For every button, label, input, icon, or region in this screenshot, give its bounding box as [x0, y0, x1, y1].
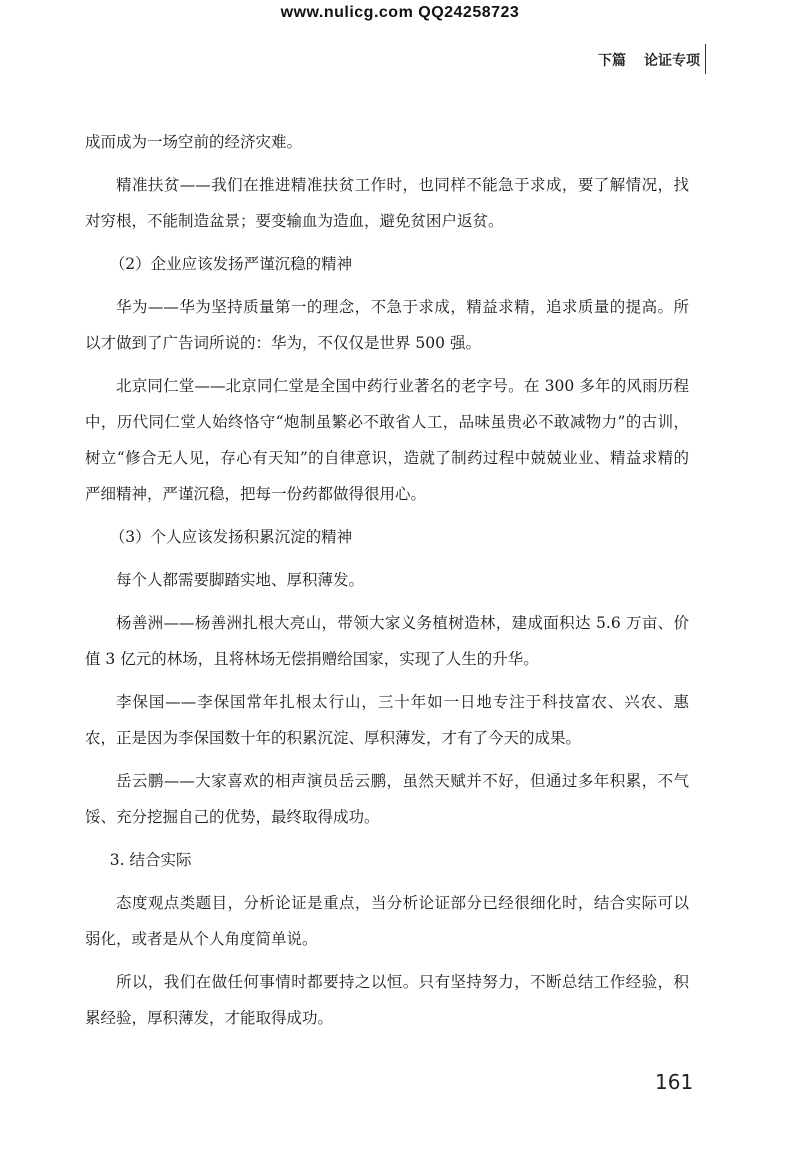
paragraph-practice: 态度观点类题目，分析论证是重点，当分析论证部分已经很细化时，结合实际可以弱化，或者是从个人角度简单说。 — [85, 894, 689, 948]
subheading-practice: 3. 结合实际 — [109, 851, 192, 869]
paragraph-conclusion: 所以，我们在做任何事情时都要持之以恒。只有坚持努力，不断总结工作经验，积累经验，厚积薄发，才能取得成功。 — [85, 973, 689, 1027]
paragraph-yang-shanzhou: 杨善洲——杨善洲扎根大亮山，带领大家义务植树造林，建成面积达 5.6 万亩、价值 3 亿元的林场，且将林场无偿捐赠给国家，实现了人生的升华。 — [85, 614, 689, 668]
subheading-enterprise: （2）企业应该发扬严谨沉稳的精神 — [109, 255, 353, 273]
paragraph-huawei: 华为——华为坚持质量第一的理念，不急于求成，精益求精，追求质量的提高。所以才做到了广告词所说的：华为，不仅仅是世界 500 强。 — [85, 298, 689, 352]
running-head — [598, 50, 700, 70]
running-head-part: 下篇 — [598, 53, 626, 69]
paragraph-tongrentang: 北京同仁堂——北京同仁堂是全国中药行业著名的老字号。在 300 多年的风雨历程中，历代同仁堂人始终恪守“炮制虽繁必不敢省人工，品味虽贵必不敢减物力”的古训，树立“修合无人见，存心有天知”的自律意识，造就了制药过程中兢兢业业、精益求精的严细精神，严谨沉稳，把每一份药都做得很用心。 — [85, 377, 689, 503]
paragraph-2: 精准扶贫——我们在推进精准扶贫工作时，也同样不能急于求成，要了解情况，找对穷根，不能制造盆景；要变输血为造血，避免贫困户返贫。 — [85, 176, 689, 230]
paragraph-yue-yunpeng: 岳云鹏——大家喜欢的相声演员岳云鹏，虽然天赋并不好，但通过多年积累，不气馁、充分挖掘自己的优势，最终取得成功。 — [85, 772, 689, 826]
page-number: 161 — [655, 1070, 694, 1094]
running-head-section: 论证专项 — [644, 53, 700, 69]
body-text — [85, 124, 689, 1043]
subheading-individual: （3）个人应该发扬积累沉淀的精神 — [109, 528, 353, 546]
paragraph-individual-intro: 每个人都需要脚踏实地、厚积薄发。 — [116, 571, 365, 589]
paragraph-li-baoguo: 李保国——李保国常年扎根太行山，三十年如一日地专注于科技富农、兴农、惠农，正是因为李保国数十年的积累沉淀、厚积薄发，才有了今天的成果。 — [85, 693, 689, 747]
watermark: www.nulicg.com QQ24258723 — [280, 4, 520, 21]
running-head-rule — [705, 44, 706, 74]
paragraph-1: 成而成为一场空前的经济灾难。 — [85, 133, 303, 151]
